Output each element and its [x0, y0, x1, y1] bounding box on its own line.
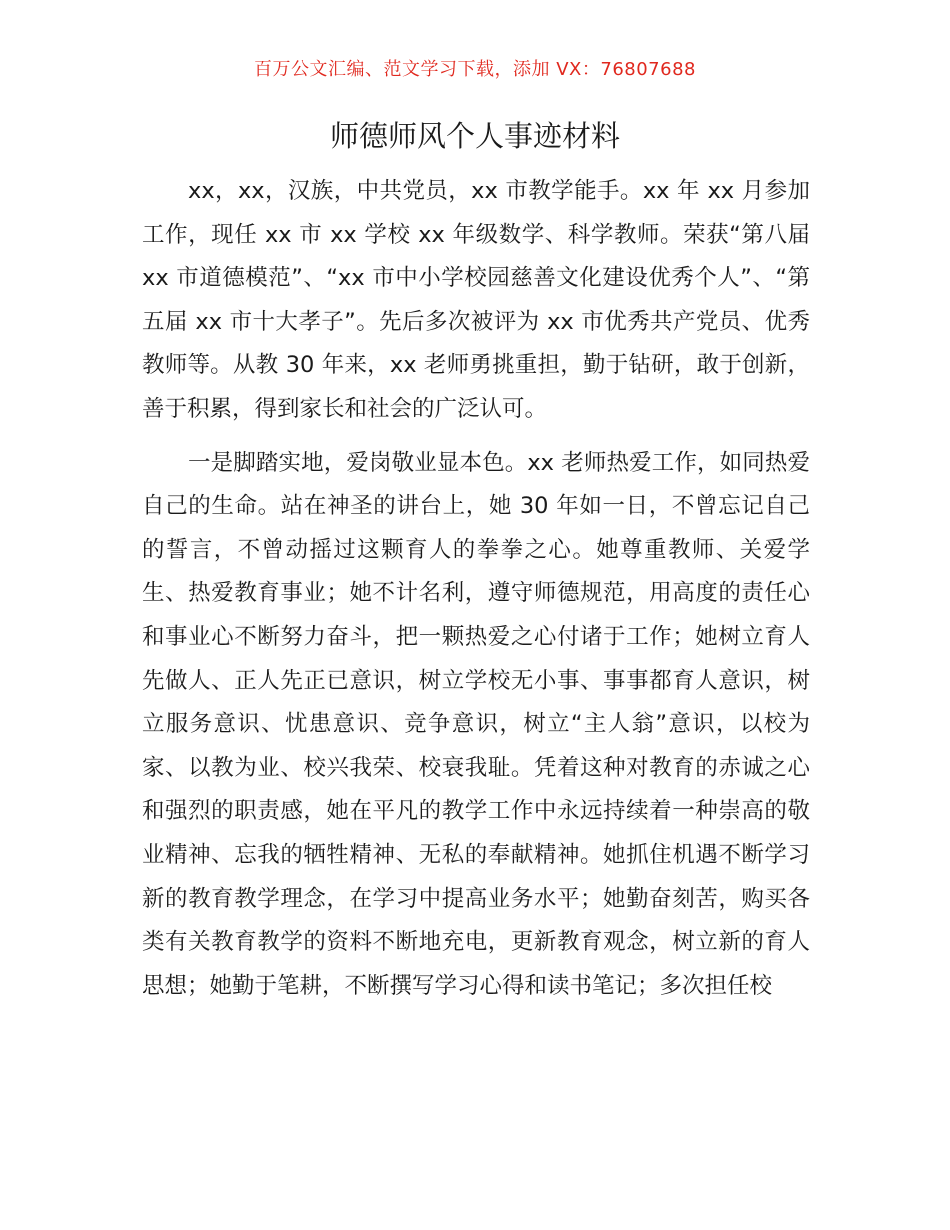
- paragraph-intro: xx，xx，汉族，中共党员，xx 市教学能手。xx 年 xx 月参加工作，现任 xx 市 xx 学校 xx 年级数学、科学教师。荣获“第八届 xx 市道德模范”、“xx 市中小学校园慈善文化建设优秀个人”、“第五届 xx 市十大孝子”。先后多次被评为 xx 市优秀共产党员、优秀教师等。从教 30 年来，xx 老师勇挑重担，勤于钻研，敢于创新，善于积累，得到家长和社会的广泛认可。: [142, 178, 810, 422]
- header-banner: 百万公文汇编、范文学习下载，添加 VX：76807688: [254, 59, 696, 80]
- document-body: [142, 170, 810, 1008]
- paragraph-section-one: 一是脚踏实地，爱岗敬业显本色。xx 老师热爱工作，如同热爱自己的生命。站在神圣的讲台上，她 30 年如一日，不曾忘记自己的誓言，不曾动摇过这颗育人的拳拳之心。她尊重教师、关爱学生、热爱教育事业；她不计名利，遵守师德规范，用高度的责任心和事业心不断努力奋斗，把一颗热爱之心付诸于工作；她树立育人先做人、正人先正已意识，树立学校无小事、事事都育人意识，树立服务意识、忧患意识、竞争意识，树立“主人翁”意识，以校为家、以教为业、校兴我荣、校衰我耻。凭着这种对教育的赤诚之心和强烈的职责感，她在平凡的教学工作中永远持续着一种崇高的敬业精神、忘我的牺牲精神、无私的奉献精神。她抓住机遇不断学习新的教育教学理念，在学习中提高业务水平；她勤奋刻苦，购买各类有关教育教学的资料不断地充电，更新教育观念，树立新的育人思想；她勤于笔耕，不断撰写学习心得和读书笔记；多次担任校: [142, 449, 810, 999]
- document-title: 师德师风个人事迹材料: [329, 119, 620, 153]
